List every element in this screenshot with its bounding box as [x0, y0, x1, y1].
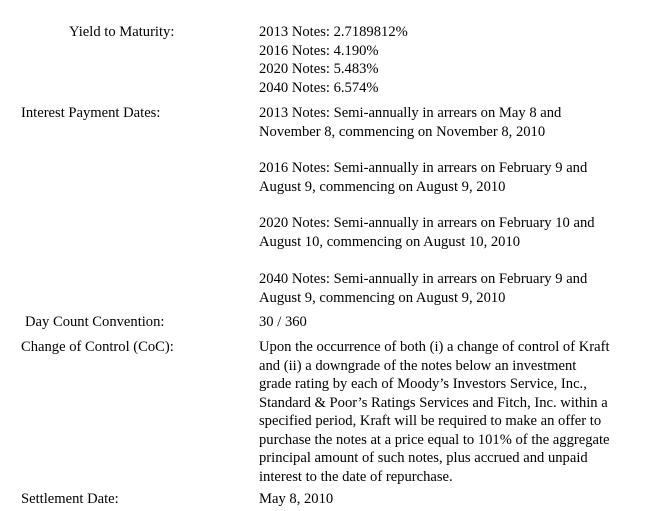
coc-line-7: principal amount of such notes, plus accrued and unpaid: [259, 450, 588, 466]
interest-2013-line2: November 8, commencing on November 8, 2010: [259, 123, 546, 140]
yield-values: [259, 23, 649, 97]
coc-line-5: specified period, Kraft will be required to make an offer to: [259, 413, 602, 429]
settlement-label: Settlement Date:: [21, 491, 119, 507]
interest-2013: [259, 104, 649, 141]
coc-line-3: grade rating by each of Moody’s Investors Service, Inc.,: [259, 376, 587, 392]
coc-line-4: Standard & Poor’s Ratings Services and Fitch, Inc. within a: [259, 394, 608, 411]
coc-line-8: interest to the date of repurchase.: [259, 468, 453, 485]
day-count-label: Day Count Convention:: [25, 314, 165, 330]
interest-2020-line1: 2020 Notes: Semi-annually in arrears on February 10 and: [259, 215, 595, 231]
interest-2016-line2: August 9, commencing on August 9, 2010: [259, 178, 506, 195]
day-count-value: 30 / 360: [259, 314, 307, 330]
coc-text: [259, 338, 649, 486]
coc-line-1: Upon the occurrence of both (i) a change of control of Kraft: [259, 339, 610, 355]
yield-2016: 2016 Notes: 4.190%: [259, 42, 379, 59]
interest-2040-line1: 2040 Notes: Semi-annually in arrears on February 9 and: [259, 271, 588, 287]
yield-2020: 2020 Notes: 5.483%: [259, 61, 379, 77]
yield-2040: 2040 Notes: 6.574%: [259, 79, 379, 96]
interest-2016: [259, 159, 649, 196]
coc-line-2: and (ii) a downgrade of the notes below an investment: [259, 357, 577, 374]
interest-2040-line2: August 9, commencing on August 9, 2010: [259, 289, 506, 306]
coc-line-6: purchase the notes at a price equal to 101% of the aggregate: [259, 431, 610, 448]
yield-2013: 2013 Notes: 2.7189812%: [259, 24, 408, 40]
interest-2020: [259, 214, 649, 251]
yield-label: Yield to Maturity:: [69, 24, 175, 40]
interest-2016-line1: 2016 Notes: Semi-annually in arrears on February 9 and: [259, 160, 588, 176]
coc-label: Change of Control (CoC):: [21, 339, 174, 355]
settlement-value: May 8, 2010: [259, 491, 334, 507]
interest-label: Interest Payment Dates:: [21, 105, 161, 121]
interest-2013-line1: 2013 Notes: Semi-annually in arrears on May 8 and: [259, 105, 562, 121]
interest-2040: [259, 270, 649, 307]
interest-2020-line2: August 10, commencing on August 10, 2010: [259, 233, 521, 250]
